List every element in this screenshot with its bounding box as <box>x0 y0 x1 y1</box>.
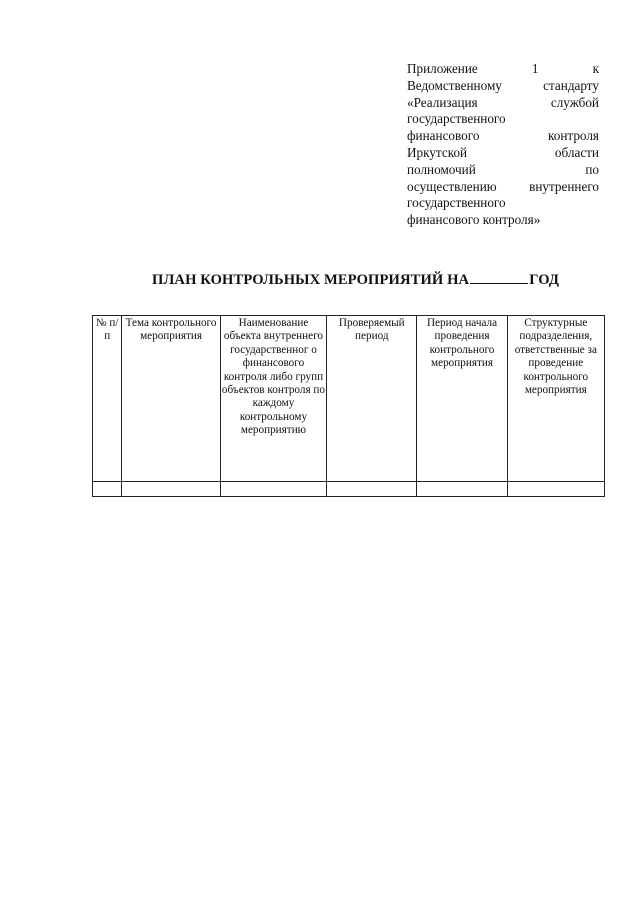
appendix-line: Приложение 1 к <box>407 61 599 76</box>
control-plan-table <box>92 315 605 497</box>
appendix-line: «Реализация службой <box>407 94 599 110</box>
table-cell <box>507 482 604 497</box>
table-cell <box>122 482 220 497</box>
header-responsible-units: Структурные подразделения, ответственные за проведение контрольного мероприятия <box>507 316 604 482</box>
table-cell <box>417 482 507 497</box>
appendix-line: Иркутской области <box>407 144 599 160</box>
table-cell <box>220 482 326 497</box>
appendix-line: Ведомственному стандарту <box>407 77 599 93</box>
table-header-row <box>93 316 605 482</box>
appendix-line: государственного <box>407 195 506 211</box>
header-object-name: Наименование объекта внутреннего государственног о финансового контроля либо групп объектов контроля по каждому контрольному мероприятию <box>220 316 326 482</box>
title-prefix: ПЛАН КОНТРОЛЬНЫХ МЕРОПРИЯТИЙ НА <box>152 272 470 288</box>
table-row <box>93 482 605 497</box>
appendix-note <box>407 61 599 229</box>
header-topic: Тема контрольного мероприятия <box>122 316 220 482</box>
appendix-line: финансового контроля» <box>407 212 541 228</box>
title-suffix: ГОД <box>529 272 560 288</box>
table-cell <box>327 482 417 497</box>
appendix-line: полномочий по <box>407 161 599 177</box>
header-audited-period: Проверяемый период <box>327 316 417 482</box>
year-blank-field <box>470 271 528 284</box>
document-title <box>152 271 559 289</box>
table-cell <box>93 482 122 497</box>
header-number: № п/п <box>93 316 122 482</box>
appendix-line: финансового контроля <box>407 128 599 144</box>
appendix-line: государственного <box>407 111 506 127</box>
appendix-line: осуществлению внутреннего <box>407 178 599 194</box>
header-start-period: Период начала проведения контрольного мероприятия <box>417 316 507 482</box>
